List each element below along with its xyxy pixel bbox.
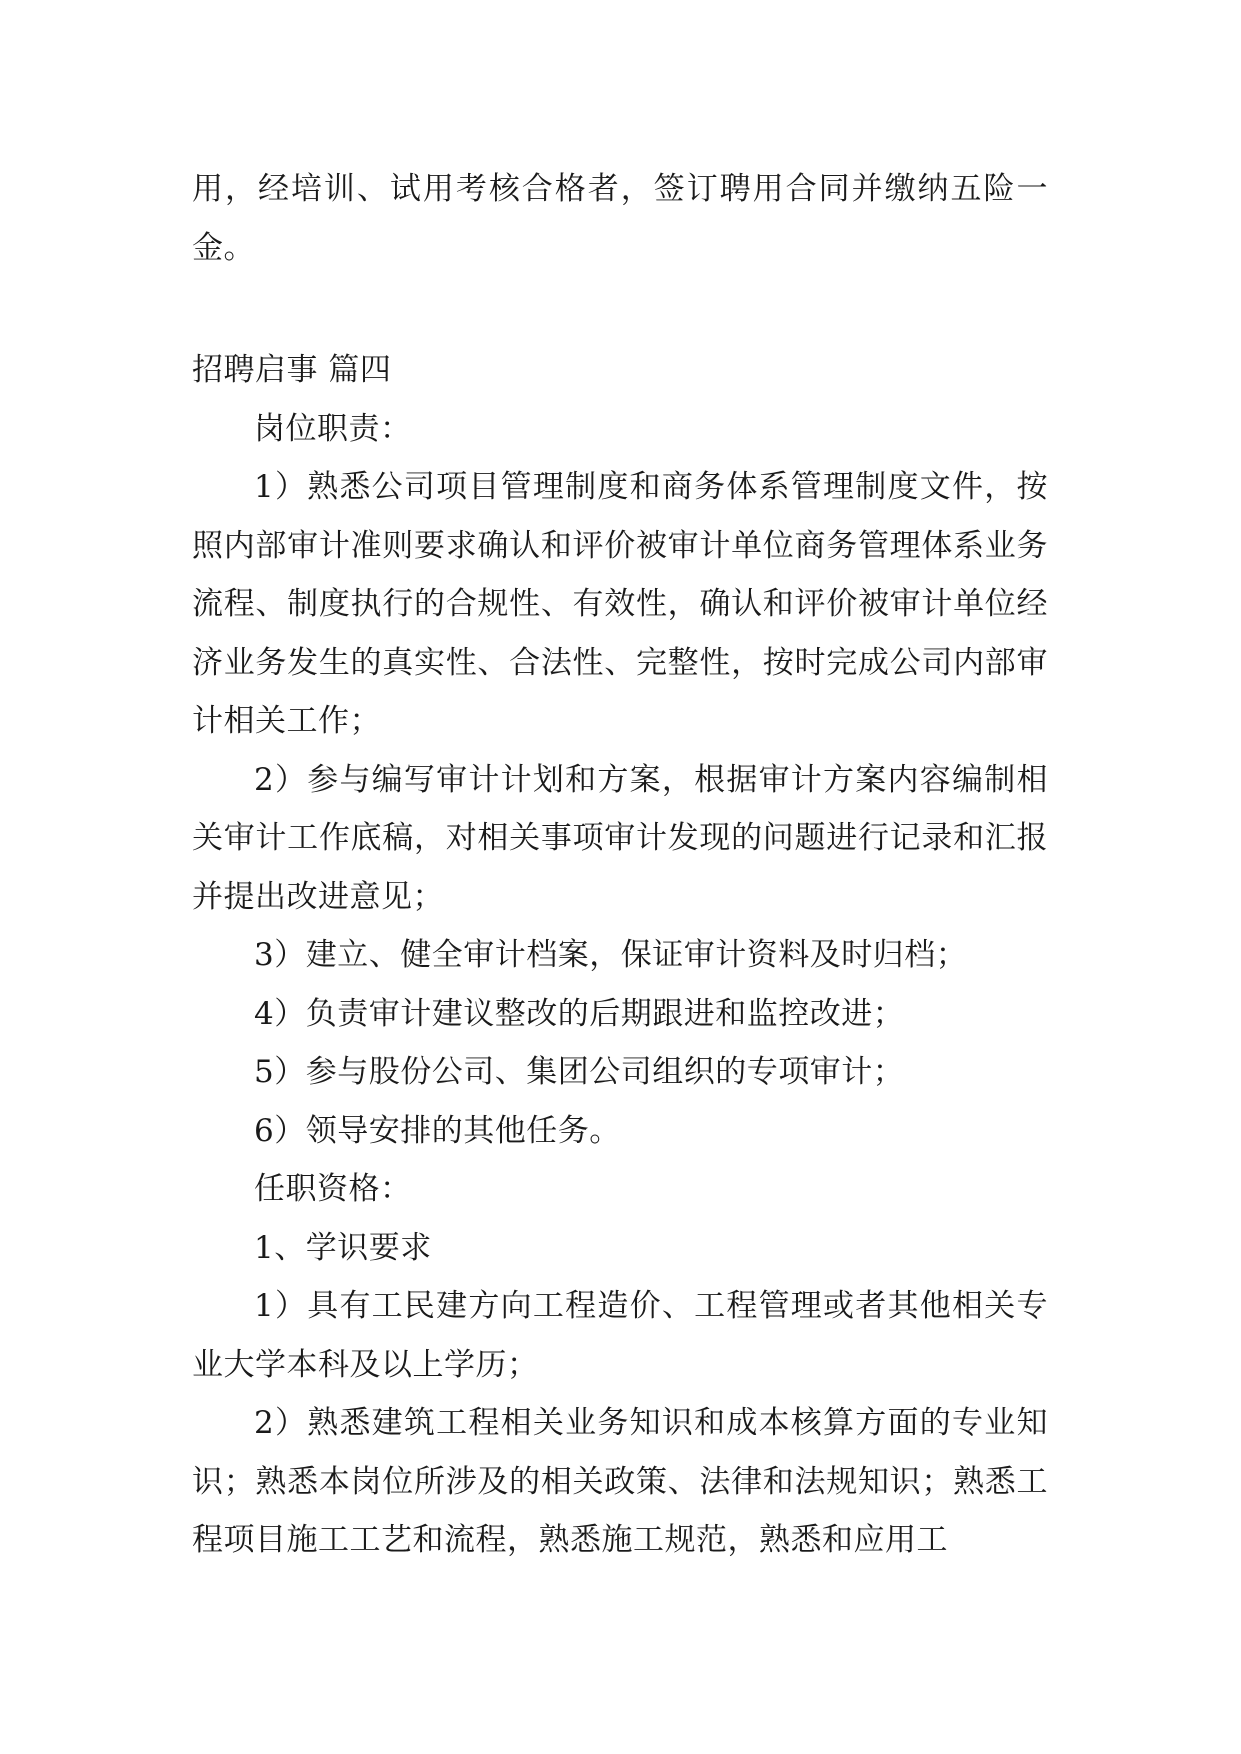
duty-item: 5）参与股份公司、集团公司组织的专项审计；: [254, 1054, 905, 1090]
qualification-subheading: 1、学识要求: [254, 1229, 432, 1266]
duty-item: 4）负责审计建议整改的后期跟进和监控改进；: [254, 995, 905, 1032]
section-heading: 招聘启事 篇四: [192, 352, 392, 388]
qualification-item: 2）熟悉建筑工程相关业务知识和成本核算方面的专业知识；熟悉本岗位所涉及的相关政策、法律和法规知识；熟悉工程项目施工工艺和流程，熟悉施工规范，熟悉和应用工: [192, 1405, 1048, 1558]
duties-heading: 岗位职责：: [254, 410, 412, 447]
document-body: [192, 160, 1048, 1570]
duty-item: 6）领导安排的其他任务。: [254, 1112, 621, 1149]
duty-item: 3）建立、健全审计档案，保证审计资料及时归档；: [254, 937, 968, 973]
continued-paragraph: 用，经培训、试用考核合格者，签订聘用合同并缴纳五险一金。: [192, 171, 1048, 266]
qualification-item: 1）具有工民建方向工程造价、工程管理或者其他相关专业大学本科及以上学历；: [192, 1288, 1048, 1383]
duty-item: 2）参与编写审计计划和方案，根据审计方案内容编制相关审计工作底稿，对相关事项审计发现的问题进行记录和汇报并提出改进意见；: [192, 761, 1048, 915]
duty-item: 1）熟悉公司项目管理制度和商务体系管理制度文件，按照内部审计准则要求确认和评价被审计单位商务管理体系业务流程、制度执行的合规性、有效性，确认和评价被审计单位经济业务发生的真实性、合法性、完整性，按时完成公司内部审计相关工作；: [192, 469, 1048, 739]
qualifications-heading: 任职资格：: [254, 1171, 412, 1207]
section-gap: [192, 277, 1048, 341]
